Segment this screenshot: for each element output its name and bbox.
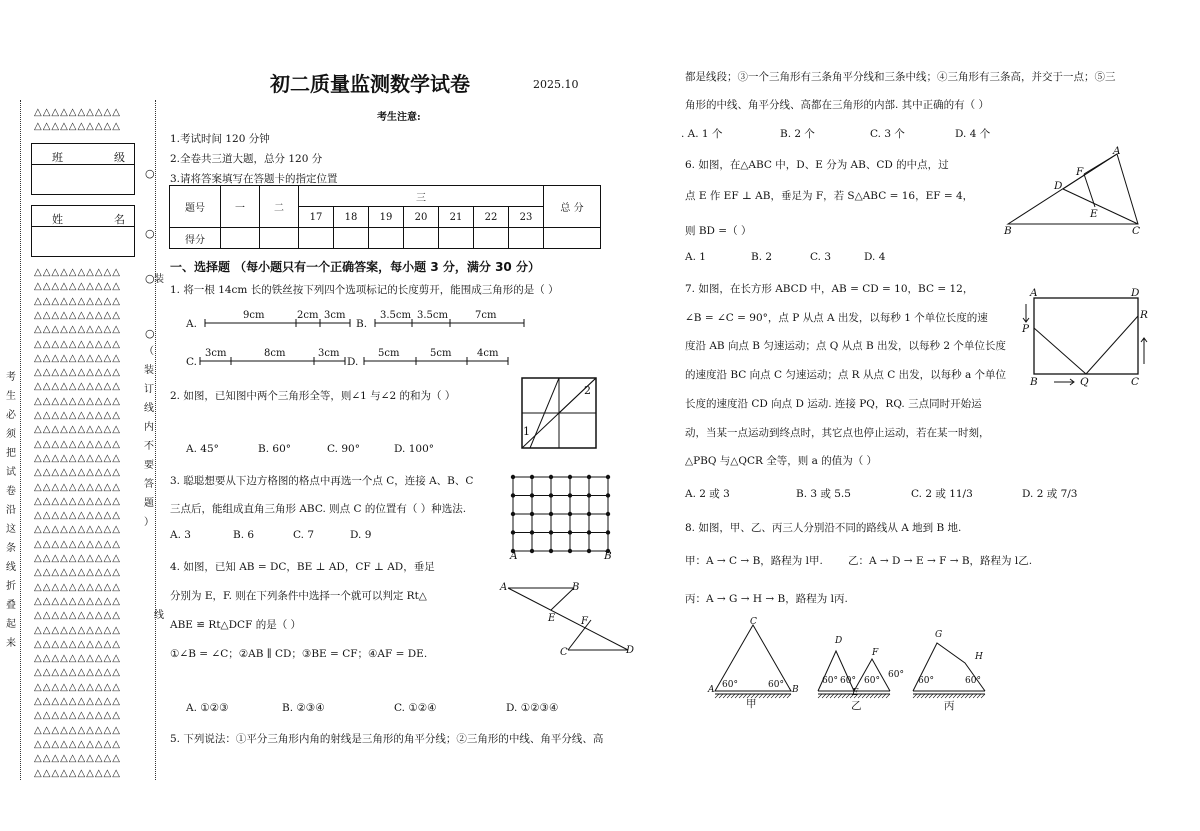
- point-label: F: [581, 616, 588, 627]
- angle-label: 2: [584, 384, 591, 397]
- triangle-row: △△△△△△△△△△: [34, 524, 121, 536]
- question-6-cont: 则 BD =（ ）: [685, 225, 752, 237]
- table-header: 21: [439, 207, 474, 228]
- option: D. 9: [350, 529, 372, 541]
- question-7-line: 度沿 AB 向点 B 匀速运动；点 Q 从点 B 出发，以每秒 2 个单位长度: [685, 340, 1006, 353]
- table-header: 18: [334, 207, 369, 228]
- triangle-row: △△△△△△△△△△: [34, 553, 121, 564]
- point-label: B: [604, 550, 612, 562]
- class-label: 班: [52, 151, 63, 164]
- segment-label: 3cm: [324, 310, 346, 321]
- triangle-row: △△△△△△△△△△: [34, 267, 121, 278]
- triangle-row: △△△△△△△△△△: [34, 295, 121, 307]
- circle: ○: [145, 327, 155, 340]
- q3-grid: [508, 472, 618, 558]
- triangle-row: △△△△△△△△△△: [34, 438, 121, 450]
- question-5-cont: 都是线段；③一个三角形有三条角平分线和三条中线；④三角形有三条高，并交于一点；⑤三: [685, 71, 1116, 83]
- triangle-row: △△△△△△△△△△: [34, 610, 121, 622]
- triangle-row: △△△△△△△△△△: [34, 738, 121, 750]
- binding-note: （ 装 订 线 内 不 要 答 题 ）: [144, 346, 154, 528]
- score-cell[interactable]: [544, 228, 601, 249]
- table-header: 17: [299, 207, 334, 228]
- point-label: R: [1140, 309, 1148, 321]
- question-7-line: 7. 如图，在长方形 ABCD 中，AB = CD = 10，BC = 12，: [685, 283, 974, 295]
- point-label: F: [1076, 166, 1084, 178]
- point-label: B: [1030, 376, 1038, 388]
- point-label: D: [835, 636, 843, 646]
- point-label: C: [1131, 376, 1140, 388]
- point-label: C: [1132, 225, 1141, 237]
- segment-label: 4cm: [477, 348, 499, 359]
- notice-item: 3.请将答案填写在答题卡的指定位置: [170, 173, 338, 185]
- triangle-row: △△△△△△△△△△: [34, 581, 121, 593]
- triangle-row: △△△△△△△△△△: [34, 410, 121, 421]
- triangle-row: △△△△△△△△△△: [34, 281, 121, 293]
- point-label: H: [975, 652, 983, 662]
- triangle-row: △△△△△△△△△△: [34, 681, 121, 693]
- circle: ○: [145, 227, 155, 240]
- question-4-cont: ABE ≌ Rt△DCF 的是（ ）: [170, 619, 302, 631]
- triangle-row: △△△△△△△△△△: [34, 667, 121, 679]
- circle: ○: [145, 167, 155, 180]
- point-label: P: [1022, 323, 1030, 335]
- segment-label: 7cm: [475, 310, 497, 321]
- option: A. 2 或 3: [685, 488, 730, 500]
- point-label: A: [1030, 287, 1038, 299]
- triangle-row: △△△△△△△△△△: [34, 753, 121, 765]
- triangle-row: △△△△△△△△△△: [34, 481, 121, 493]
- notice-item: 1.考试时间 120 分钟: [170, 133, 270, 145]
- triangle-row: △△△△△△△△△△: [34, 638, 121, 650]
- triangle-row: △△△△△△△△△△: [34, 338, 121, 350]
- triangle-row: △△△△△△△△△△: [34, 696, 121, 707]
- table-header: 20: [404, 207, 439, 228]
- triangle-row: △△△△△△△△△△: [34, 467, 121, 479]
- notice-item: 2.全卷共三道大题，总分 120 分: [170, 153, 323, 165]
- triangle-row: △△△△△△△△△△: [34, 121, 121, 132]
- angle-label: 60°: [965, 676, 981, 686]
- route-bing: 丙：A → G → H → B，路程为 l丙.: [685, 593, 848, 605]
- figure-caption: 丙: [944, 700, 955, 712]
- segment-label: 9cm: [243, 310, 265, 321]
- table-header: 二: [260, 186, 299, 228]
- point-label: E: [852, 688, 859, 698]
- option: C. 7: [293, 529, 315, 541]
- segment-label: 3.5cm: [417, 310, 448, 321]
- segment-label: 5cm: [378, 348, 400, 359]
- q6-figure: [1000, 146, 1150, 232]
- table-header: 23: [509, 207, 544, 228]
- figure-caption: 甲: [746, 698, 757, 710]
- option: A. 1: [685, 251, 706, 263]
- point-label: B: [792, 685, 799, 695]
- option: C. 3: [810, 251, 832, 263]
- binding-char: 装: [154, 274, 164, 285]
- question-5: 5. 下列说法：①平分三角形内角的射线是三角形的角平分线；②三角形的中线、角平分线、高: [170, 733, 604, 745]
- option: B. 3 或 5.5: [796, 488, 851, 500]
- option: D. 4: [864, 251, 886, 263]
- question-7-line: ∠B = ∠C = 90°，点 P 从点 A 出发，以每秒 1 个单位长度的速: [685, 311, 988, 324]
- point-label: F: [872, 648, 879, 658]
- option: C. ①②④: [394, 702, 437, 714]
- question-7-line: 长度的速度沿 CD 向点 D 运动. 连接 PQ，RQ. 三点同时开始运: [685, 397, 982, 410]
- q4-figure: [498, 580, 638, 660]
- triangle-row: △△△△△△△△△△: [34, 510, 121, 522]
- triangle-row: △△△△△△△△△△: [34, 324, 121, 336]
- angle-label: 60°: [888, 670, 904, 680]
- segment-label: 2cm: [297, 310, 319, 321]
- triangle-row: △△△△△△△△△△: [34, 352, 121, 364]
- segment-label: 3cm: [318, 348, 340, 359]
- angle-label: 60°: [768, 680, 784, 690]
- option-label: B.: [356, 318, 368, 330]
- question-8: 8. 如图，甲、乙、丙三人分别沿不同的路线从 A 地到 B 地.: [685, 522, 962, 534]
- segment-label: 3cm: [205, 348, 227, 359]
- circle: ○: [145, 272, 155, 285]
- option: D. 2 或 7/3: [1022, 488, 1078, 500]
- option: A. ①②③: [186, 702, 229, 714]
- point-label: C: [750, 617, 757, 627]
- triangle-row: △△△△△△△△△△: [34, 367, 121, 379]
- point-label: G: [935, 630, 943, 640]
- option: . A. 1 个: [681, 128, 723, 140]
- table-header: 三: [299, 186, 544, 207]
- option: C. 2 或 11/3: [911, 488, 973, 500]
- option-label: C.: [186, 356, 197, 368]
- option: D. 100°: [394, 443, 435, 455]
- table-header: 19: [369, 207, 404, 228]
- table-header: 得分: [170, 228, 221, 249]
- triangle-row: △△△△△△△△△△: [34, 424, 121, 436]
- point-label: D: [1054, 180, 1063, 192]
- table-header: 题号: [170, 186, 221, 228]
- option: D. ①②③④: [506, 702, 559, 714]
- triangle-row: △△△△△△△△△△: [34, 538, 121, 550]
- question-7-line: 的速度沿 BC 向点 C 匀速运动；点 R 从点 C 出发，以每秒 a 个单位: [685, 369, 1007, 382]
- point-label: D: [626, 645, 635, 656]
- question-4-conditions: ①∠B = ∠C；②AB ∥ CD；③BE = CF；④AF = DE.: [170, 648, 428, 660]
- question-5-cont: 角形的中线、角平分线、高都在三角形的内部. 其中正确的有（ ）: [685, 99, 990, 111]
- question-7-line: 动，当某一点运动到终点时，其它点也停止运动，若在某一时刻，: [685, 426, 990, 439]
- table-header: 22: [474, 207, 509, 228]
- option: B. 6: [233, 529, 255, 541]
- page-title: 初二质量监测数学试卷: [270, 72, 470, 96]
- class-label: 级: [114, 151, 125, 164]
- triangle-row: △△△△△△△△△△: [34, 309, 121, 321]
- option: A. 45°: [186, 443, 219, 455]
- option: B. ②③④: [282, 702, 325, 714]
- figure-caption: 乙: [851, 700, 862, 712]
- option: C. 90°: [327, 443, 360, 455]
- question-4-cont: 分别为 E，F. 则在下列条件中选择一个就可以判定 Rt△: [170, 590, 427, 602]
- point-label: C: [560, 647, 568, 658]
- option: D. 4 个: [955, 128, 991, 140]
- point-label: Q: [1080, 376, 1089, 388]
- segment-figures: [0, 0, 540, 380]
- triangle-row: △△△△△△△△△△: [34, 624, 121, 636]
- angle-label: 60°: [822, 676, 838, 686]
- option: B. 2: [751, 251, 773, 263]
- question-3: 3. 聪聪想要从下边方格图的格点中再选一个点 C，连接 A、B、C: [170, 475, 474, 487]
- table-header: 总 分: [544, 186, 601, 228]
- triangle-row: △△△△△△△△△△: [34, 452, 121, 464]
- name-label: 名: [114, 213, 125, 226]
- segment-label: 3.5cm: [380, 310, 411, 321]
- question-7-line: △PBQ 与△QCR 全等，则 a 的值为（ ）: [685, 455, 878, 468]
- point-label: E: [548, 613, 556, 624]
- option: B. 2 个: [780, 128, 815, 140]
- point-label: B: [1004, 225, 1012, 237]
- triangle-row: △△△△△△△△△△: [34, 767, 121, 779]
- triangle-row: △△△△△△△△△△: [34, 710, 121, 722]
- option: B. 60°: [258, 443, 292, 455]
- question-3-cont: 三点后，能组成直角三角形 ABC. 则点 C 的位置有（ ）种选法.: [170, 503, 467, 515]
- angle-label: 60°: [722, 680, 738, 690]
- question-6: 6. 如图，在△ABC 中，D、E 分为 AB、CD 的中点，过: [685, 159, 949, 171]
- binding-char: 线: [154, 610, 164, 621]
- triangle-row: △△△△△△△△△△: [34, 567, 121, 579]
- question-6-cont: 点 E 作 EF ⊥ AB，垂足为 F，若 S△ABC = 16，EF = 4，: [685, 190, 974, 202]
- question-2: 2. 如图，已知图中两个三角形全等，则∠1 与∠2 的和为（ ）: [170, 390, 456, 402]
- point-label: D: [1131, 287, 1140, 299]
- table-header: 一: [221, 186, 260, 228]
- triangle-row: △△△△△△△△△△: [34, 495, 121, 507]
- exam-date: 2025.10: [533, 78, 579, 91]
- route-jia: 甲：A → C → B，路程为 l甲.: [685, 555, 823, 567]
- triangle-row: △△△△△△△△△△: [34, 107, 121, 118]
- triangle-row: △△△△△△△△△△: [34, 653, 121, 665]
- triangle-row: △△△△△△△△△△: [34, 381, 121, 393]
- option-label: D.: [347, 356, 359, 368]
- vertical-note: 考 生 必 须 把 试 卷 沿 这 条 线 折 叠 起 来: [6, 372, 16, 649]
- section-title: 一、选择题 （每小题只有一个正确答案，每小题 3 分，满分 30 分）: [170, 260, 540, 274]
- option: A. 3: [170, 529, 191, 541]
- segment-label: 8cm: [264, 348, 286, 359]
- option-label: A.: [186, 318, 197, 330]
- option: C. 3 个: [870, 128, 905, 140]
- triangle-row: △△△△△△△△△△: [34, 395, 121, 407]
- segment-label: 5cm: [430, 348, 452, 359]
- angle-label: 60°: [864, 676, 880, 686]
- angle-label: 60°: [918, 676, 934, 686]
- point-label: A: [500, 582, 508, 593]
- point-label: A: [708, 685, 715, 695]
- triangle-row: △△△△△△△△△△: [34, 724, 121, 736]
- route-yi: 乙：A → D → E → F → B，路程为 l乙.: [848, 555, 1033, 567]
- name-label: 姓: [52, 213, 63, 226]
- point-label: E: [1090, 208, 1098, 220]
- point-label: B: [572, 582, 580, 593]
- angle-label: 1: [523, 425, 530, 438]
- angle-label: 60°: [840, 676, 856, 686]
- question-4: 4. 如图，已知 AB = DC，BE ⊥ AD，CF ⊥ AD，垂足: [170, 561, 435, 573]
- point-label: A: [510, 550, 518, 562]
- point-label: A: [1113, 145, 1121, 157]
- notice-title: 考生注意:: [377, 112, 421, 123]
- triangle-row: △△△△△△△△△△: [34, 595, 121, 607]
- question-1: 1. 将一根 14cm 长的铁丝按下列四个选项标记的长度剪开，能围成三角形的是（ ）: [170, 284, 559, 296]
